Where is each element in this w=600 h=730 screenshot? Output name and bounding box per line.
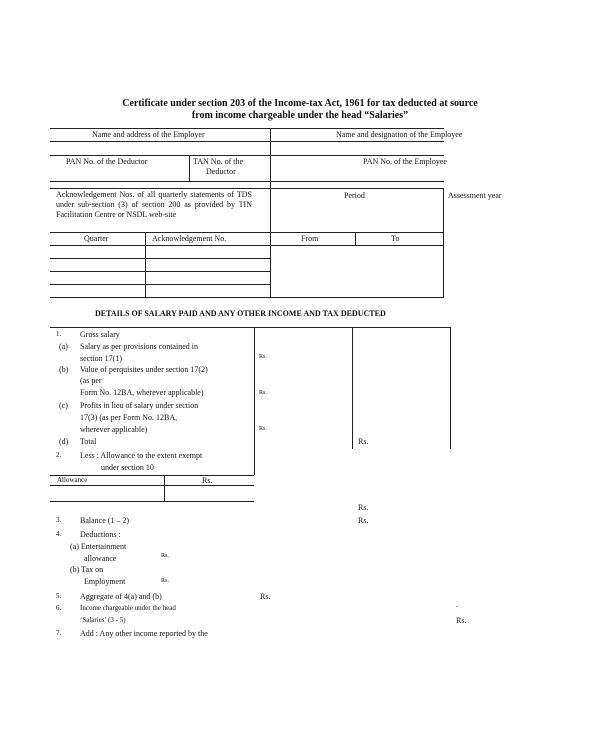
allowance-label: Allowance: [57, 476, 88, 484]
row-b-text-line1: Value of perquisites under section 17(2): [80, 365, 208, 374]
aggregate-rs: Rs.: [260, 592, 271, 601]
tax-on-employment-line1: (b) Tax on: [70, 565, 104, 574]
row-a-text-line1: Salary as per provisions contained in: [80, 342, 198, 351]
row-number-5: 5.: [56, 592, 62, 600]
details-heading: DETAILS OF SALARY PAID AND ANY OTHER INCOME AND TAX DEDUCTED: [95, 309, 386, 318]
allowance-rs: Rs.: [202, 476, 213, 485]
acknowledgement-no-header: Acknowledgement No.: [152, 234, 227, 243]
row-c-text-line3: wherever applicable): [80, 425, 148, 434]
row-b-rs: Rs.: [259, 390, 267, 396]
entertainment-line1: (a) Entertainment: [70, 542, 127, 551]
row-d-total-label: Total: [80, 437, 97, 446]
row-number-4: 4.: [56, 530, 62, 538]
deductions-label: Deductions :: [80, 530, 121, 539]
acknowledgement-description: Acknowledgement Nos. of all quarterly statements of TDS under sub-section (3) of section 200 as provided by TIN Facilitation Centre or NSDL web-site: [56, 190, 252, 219]
balance-rs: Rs.: [358, 516, 369, 525]
less-allowance-line2: under section 10: [101, 463, 154, 472]
entertainment-rs: Rs.: [161, 553, 169, 559]
assessment-year-label: Assessment year: [448, 191, 502, 200]
certificate-title-line2: from income chargeable under the head “Salaries”: [191, 110, 409, 121]
from-header: From: [301, 234, 319, 243]
row-number-1: 1.: [56, 330, 62, 338]
pan-deductor-label: PAN No. of the Deductor: [66, 157, 148, 166]
row-number-3: 3.: [56, 516, 62, 524]
entertainment-line2: allowance: [84, 554, 117, 563]
row-a-marker: (a): [59, 342, 68, 351]
gross-salary-label: Gross salary: [80, 330, 120, 339]
row-b-text-line3: Form No. 12BA, wherever applicable): [80, 388, 204, 397]
employer-label: Name and address of the Employer: [92, 130, 205, 139]
income-chargeable-line2: ‘Salaries’ (3 - 5): [80, 616, 126, 624]
row-b-text-line2: (as per: [80, 376, 102, 385]
row-d-marker: (d): [59, 437, 69, 446]
row-c-rs: Rs.: [259, 426, 267, 432]
employee-label: Name and designation of the Employee: [336, 130, 463, 139]
tax-on-employment-line2: Employment: [84, 577, 126, 586]
row-c-marker: (c): [59, 401, 68, 410]
row-d-rs: Rs.: [358, 437, 369, 446]
row-number-7: 7.: [56, 629, 62, 637]
pan-employee-label: PAN No. of the Employee: [363, 157, 447, 166]
aggregate-label: Aggregate of 4(a) and (b): [80, 592, 162, 601]
tan-deductor-label-line1: TAN No. of the: [193, 157, 244, 166]
tax-on-employment-rs: Rs.: [161, 578, 169, 584]
row-c-text-line2: 17(3) (as per Form No. 12BA,: [80, 413, 178, 422]
row-number-6: 6.: [56, 604, 62, 612]
row-a-rs: Rs.: [259, 354, 267, 360]
period-label: Period: [344, 191, 365, 200]
row-2-rs: Rs.: [358, 503, 369, 512]
income-chargeable-rs: Rs.: [456, 616, 467, 625]
row-number-2: 2.: [56, 451, 62, 459]
quarter-header: Quarter: [84, 234, 109, 243]
tan-deductor-label-line2: Deductor: [206, 167, 236, 176]
row-c-text-line1: Profits in lieu of salary under section: [80, 401, 199, 410]
to-header: To: [391, 234, 400, 243]
row-a-text-line2: section 17(1): [80, 354, 122, 363]
less-allowance-line1: Less : Allowance to the extent exempt: [80, 451, 203, 460]
balance-label: Balance (1 – 2): [80, 516, 130, 525]
certificate-title-line1: Certificate under section 203 of the Income-tax Act, 1961 for tax deducted at source: [122, 98, 478, 109]
row-b-marker: (b): [59, 365, 69, 374]
other-income-label: Add : Any other income reported by the: [80, 629, 208, 638]
income-chargeable-line1: Income chargeable under the head: [80, 604, 176, 612]
income-chargeable-dash: -: [456, 604, 458, 610]
